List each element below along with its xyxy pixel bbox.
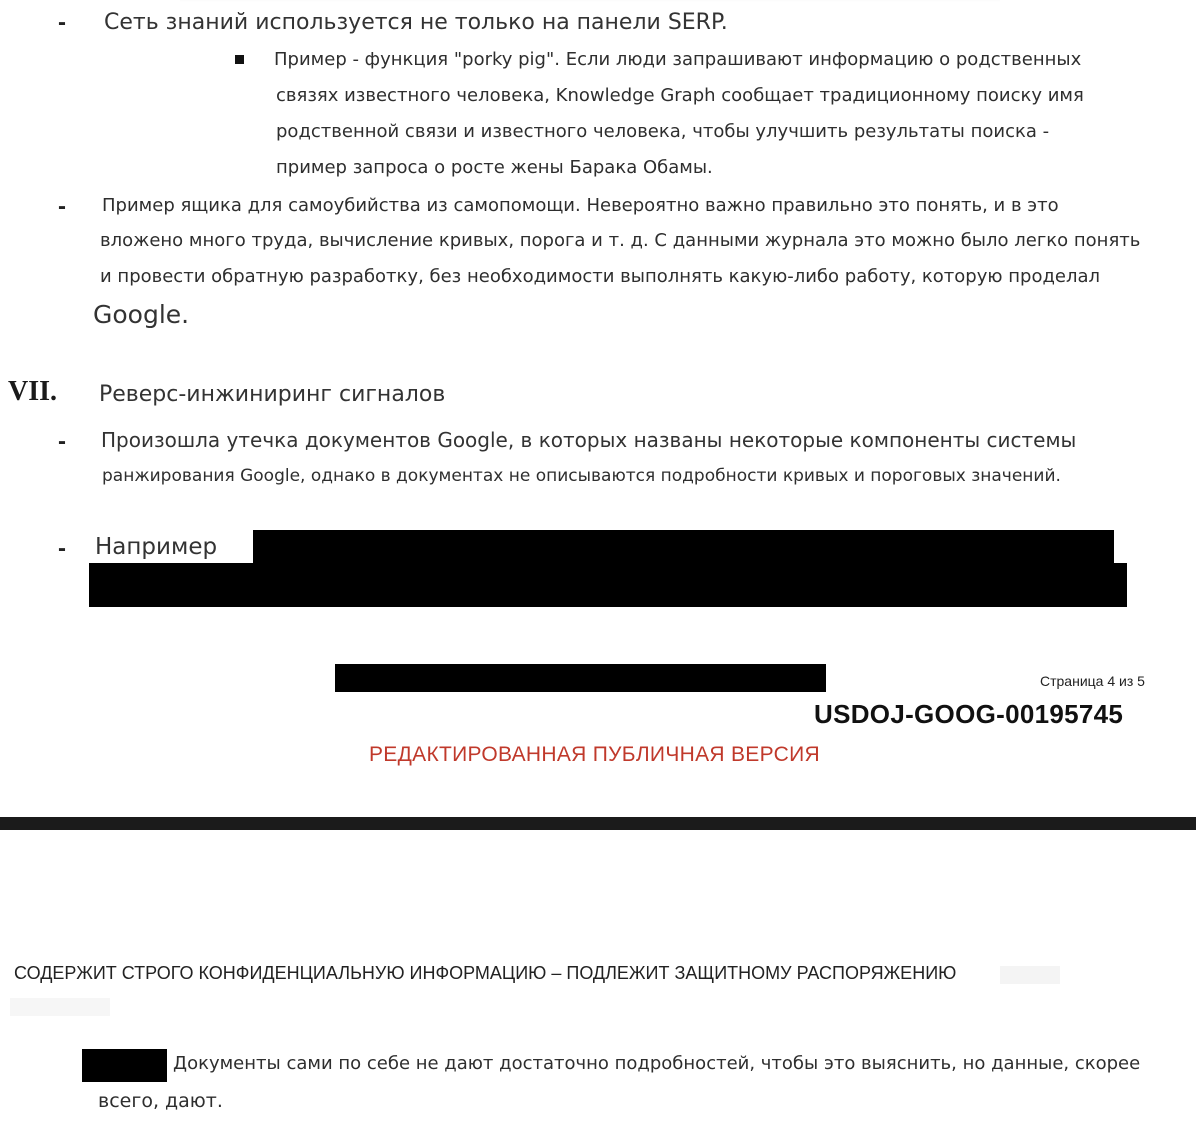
leak-line: Произошла утечка документов Google, в которых названы некоторые компоненты системы [101, 428, 1077, 452]
faint-smudge [1000, 966, 1060, 984]
redaction-block [82, 1049, 167, 1082]
section-numeral: VII. [8, 376, 58, 407]
bates-number: USDOJ-GOOG-00195745 [814, 699, 1124, 729]
bullet-dash: - [58, 428, 66, 455]
redaction-block [89, 563, 1127, 607]
page-divider [0, 817, 1196, 830]
bullet-dash: - [58, 9, 66, 36]
confidentiality-notice: СОДЕРЖИТ СТРОГО КОНФИДЕНЦИАЛЬНУЮ ИНФОРМАЦИЮ – ПОДЛЕЖИТ ЗАЩИТНОМУ РАСПОРЯЖЕНИЮ [14, 963, 957, 983]
porky-line: связях известного человека, Knowledge Graph сообщает традиционному поиску имя [276, 85, 1084, 106]
porky-line: родственной связи и известного человека, чтобы улучшить результаты поиска - [276, 121, 1050, 142]
cropped-top-text [180, 0, 1000, 2]
redaction-block [253, 530, 1114, 566]
faint-smudge [10, 998, 110, 1016]
section-title: Реверс-инжиниринг сигналов [99, 382, 446, 407]
bullet-dash: - [58, 193, 66, 220]
porky-line: пример запроса о росте жены Барака Обамы. [276, 157, 713, 178]
example-label: Например [95, 534, 218, 560]
porky-pig-paragraph [272, 42, 1084, 186]
suicide-line: вложено много труда, вычисление кривых, порога и т. д. С данными журнала это можно было легко понять [100, 230, 1141, 251]
suicide-line: Пример ящика для самоубийства из самопомощи. Невероятно важно правильно это понять, и в это [102, 195, 1059, 216]
docs-line: Документы сами по себе не дают достаточно подробностей, чтобы это выяснить, но данные, скорее [173, 1053, 1141, 1074]
square-bullet-icon [235, 55, 244, 64]
redaction-block [335, 664, 826, 692]
suicide-line-google: Google. [93, 300, 190, 329]
docs-line: всего, дают. [98, 1090, 223, 1112]
bullet-dash: - [58, 535, 66, 562]
suicide-line: и провести обратную разработку, без необходимости выполнять какую-либо работу, которую проделал [100, 266, 1101, 287]
leak-line: ранжирования Google, однако в документах не описываются подробности кривых и пороговых значений. [102, 466, 1061, 486]
porky-line: Пример - функция "porky pig". Если люди запрашивают информацию о родственных [274, 49, 1082, 70]
page-number: Страница 4 из 5 [1040, 673, 1145, 689]
redacted-public-version-label: РЕДАКТИРОВАННАЯ ПУБЛИЧНАЯ ВЕРСИЯ [369, 743, 820, 766]
serp-line: Сеть знаний используется не только на панели SERP. [104, 10, 728, 35]
